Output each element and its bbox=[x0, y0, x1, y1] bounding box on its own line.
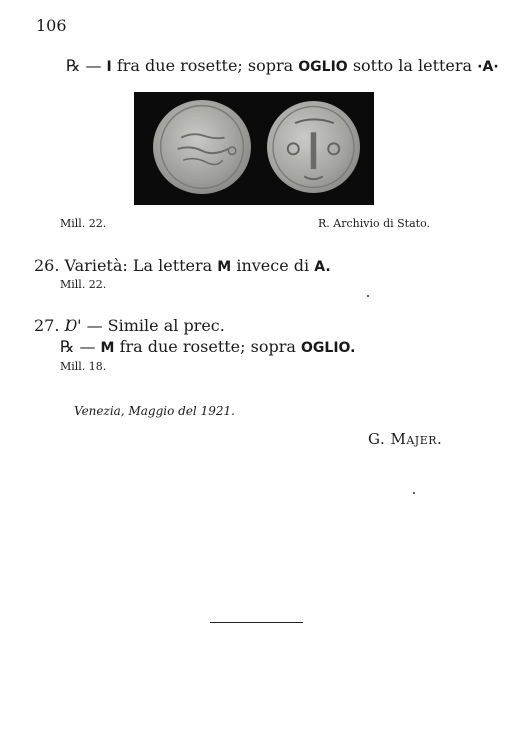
closing-rule bbox=[210, 622, 303, 623]
entry-27-obverse-text: Simile al prec. bbox=[107, 316, 225, 335]
caption-archive: R. Archivio di Stato. bbox=[318, 217, 431, 230]
dateline-city: Venezia, bbox=[74, 404, 125, 418]
dateline bbox=[74, 404, 235, 418]
coin-photograph bbox=[134, 92, 374, 205]
dash: — bbox=[86, 316, 103, 335]
entry-26-text-1: Varietà: La lettera bbox=[64, 256, 213, 275]
entry-27-reverse-text: fra due rosette; sopra bbox=[119, 337, 296, 356]
page-number: 106 bbox=[36, 16, 67, 35]
reverse-text-1: fra due rosette; sopra bbox=[116, 56, 294, 75]
entry-26 bbox=[34, 256, 331, 275]
letter-a: ·A· bbox=[477, 59, 499, 75]
speck bbox=[413, 492, 415, 494]
letter-i: I bbox=[106, 59, 112, 75]
reverse-text-2: sotto la lettera bbox=[352, 56, 473, 75]
speck bbox=[367, 295, 369, 297]
entry-27-ref: Mill. 18. bbox=[60, 360, 107, 373]
dash: — bbox=[85, 56, 102, 75]
reverse-description bbox=[66, 56, 499, 75]
obverse-symbol: Ɒ' bbox=[64, 316, 82, 335]
dash: — bbox=[79, 337, 96, 356]
signature: G. Majer. bbox=[368, 430, 443, 448]
coin-reverse-engraving bbox=[267, 101, 360, 193]
entry-27-word-oglio: OGLIO. bbox=[301, 340, 356, 356]
caption-mill: Mill. 22. bbox=[60, 217, 107, 230]
coin-reverse-image bbox=[267, 101, 360, 193]
entry-27-number: 27. bbox=[34, 316, 60, 335]
entry-27-obverse bbox=[34, 316, 225, 335]
entry-26-ref: Mill. 22. bbox=[60, 278, 107, 291]
entry-26-text-2: invece di bbox=[236, 256, 310, 275]
entry-27-reverse bbox=[60, 337, 355, 356]
entry-26-letter-a: A. bbox=[314, 259, 331, 275]
reverse-symbol: ℞ bbox=[60, 337, 75, 356]
dateline-date: Maggio del 1921. bbox=[128, 404, 235, 418]
coin-obverse-engraving bbox=[153, 100, 251, 194]
entry-27-letter-m: M bbox=[100, 340, 115, 356]
coin-obverse-image bbox=[153, 100, 251, 194]
entry-26-letter-m: M bbox=[217, 259, 232, 275]
word-oglio: OGLIO bbox=[298, 59, 348, 75]
reverse-symbol: ℞ bbox=[66, 56, 81, 75]
entry-26-number: 26. bbox=[34, 256, 60, 275]
